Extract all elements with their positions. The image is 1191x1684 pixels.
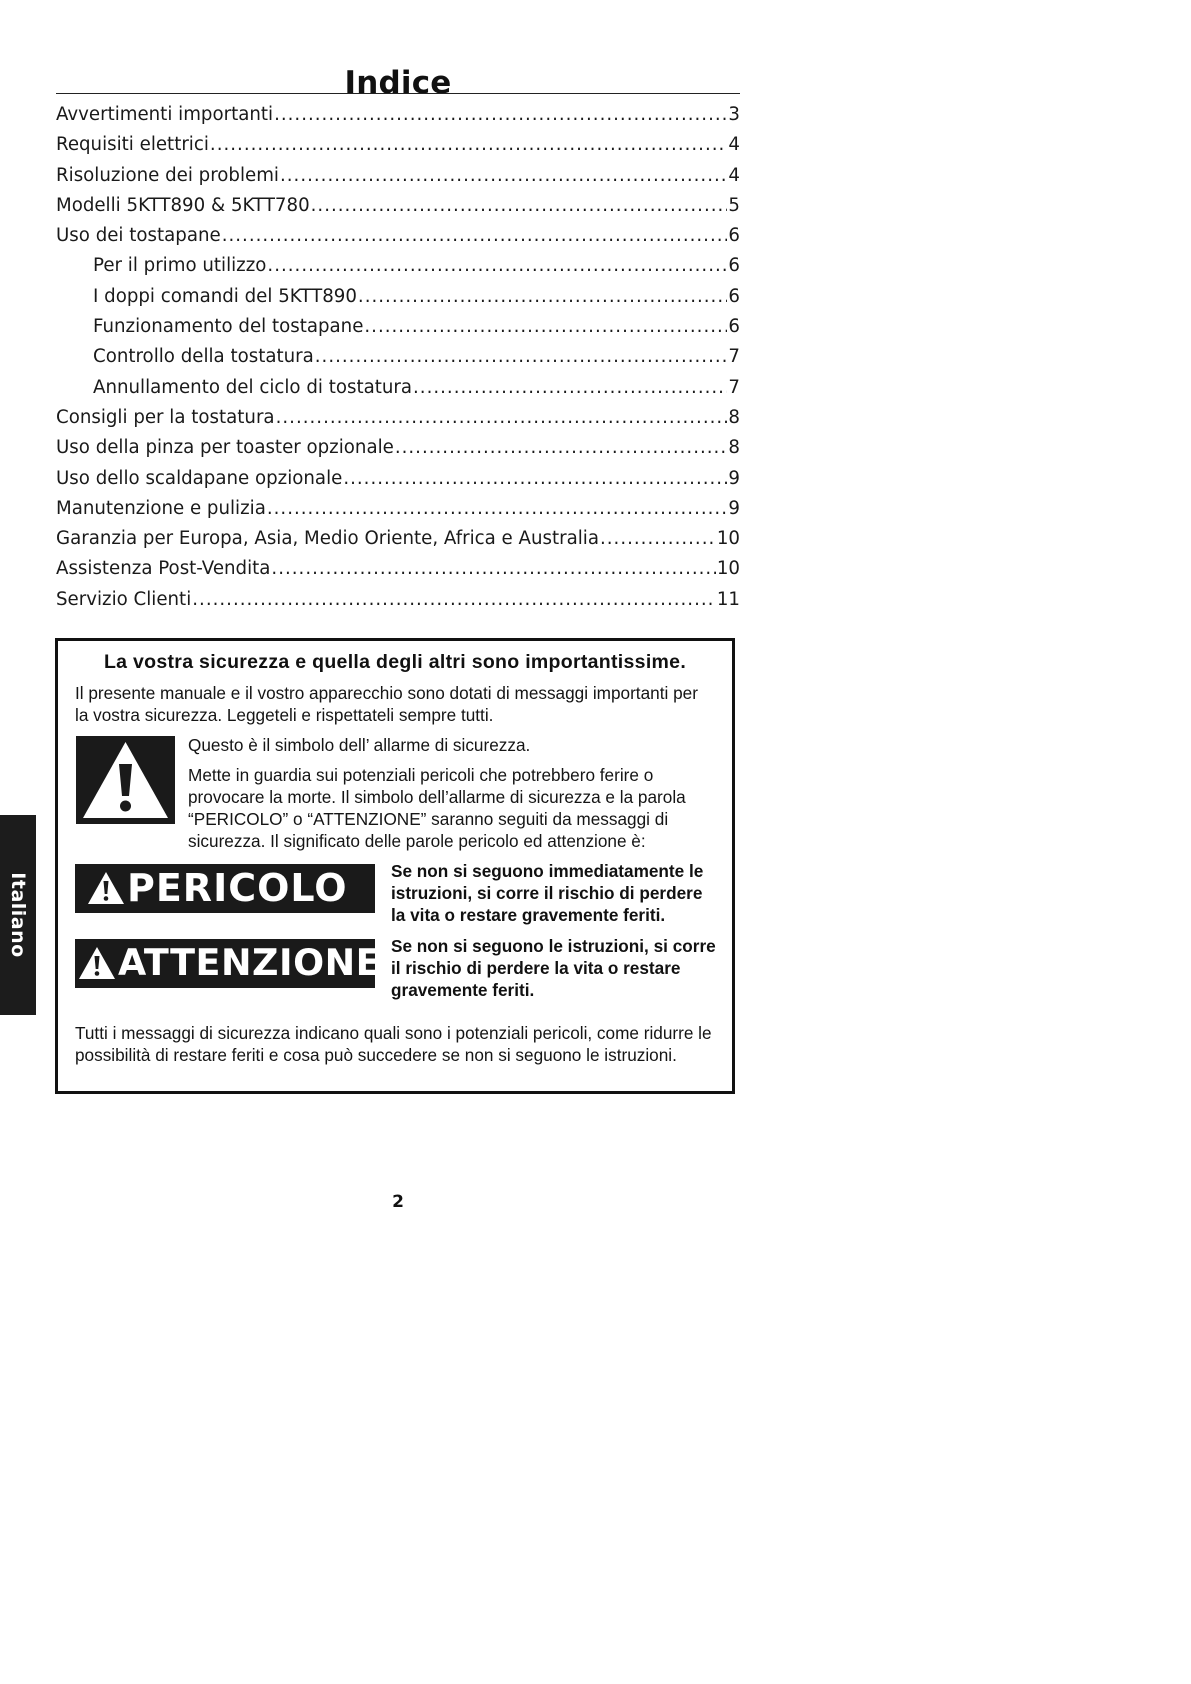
toc-dot-leader	[343, 464, 727, 494]
toc-entry-label: Controllo della tostatura	[93, 346, 314, 368]
language-tab-label: Italiano	[7, 872, 29, 958]
toc-entry-page: 8	[728, 406, 740, 428]
toc-entry[interactable]	[56, 403, 740, 433]
safety-alert-icon	[76, 736, 175, 824]
toc-dot-leader	[395, 433, 728, 463]
toc-entry[interactable]	[56, 161, 740, 191]
toc-entry-label: Uso dei tostapane	[56, 225, 221, 247]
toc-entry-page: 9	[728, 497, 740, 519]
toc-entry-label: Servizio Clienti	[56, 588, 192, 610]
toc-entry-label: Manutenzione e pulizia	[56, 497, 266, 519]
toc-entry-page: 3	[728, 104, 740, 125]
toc-entry-page: 11	[716, 588, 740, 610]
toc-entry[interactable]	[56, 433, 740, 463]
toc-subentry[interactable]	[56, 373, 740, 403]
toc-entry-page: 9	[728, 467, 740, 489]
toc-entry-page: 10	[716, 558, 740, 580]
symbol-caption: Questo è il simbolo dell’ allarme di sicurezza.	[188, 735, 531, 755]
warning-description: Se non si seguono le istruzioni, si corre il rischio di perdere la vita o restare gravemente feriti.	[391, 936, 716, 1000]
safety-intro: Il presente manuale e il vostro apparecchio sono dotati di messaggi importanti per la vostra sicurezza. Leggeteli e rispettateli sempre tutti.	[75, 683, 698, 725]
toc-entry-page: 10	[716, 528, 740, 550]
toc-subentry[interactable]	[56, 312, 740, 342]
symbol-description: Mette in guardia sui potenziali pericoli che potrebbero ferire o provocare la morte. Il simbolo dell’allarme di sicurezza e la parola “PERICOLO” o “ATTENZIONE” saranno seguiti da messaggi di sicurezza. Il significato delle parole pericolo ed attenzione è:	[188, 765, 686, 851]
toc-entry-label: Annullamento del ciclo di tostatura	[93, 376, 413, 398]
table-of-contents	[56, 100, 740, 615]
safety-closing: Tutti i messaggi di sicurezza indicano quali sono i potenziali pericoli, come ridurre le possibilità di restare feriti e cosa può succedere se non si seguono le istruzioni.	[75, 1023, 712, 1065]
warning-signal-word: ATTENZIONE	[118, 941, 382, 984]
toc-dot-leader	[274, 100, 727, 130]
safety-heading: La vostra sicurezza e quella degli altri sono importantissime.	[103, 651, 687, 673]
toc-entry-label: Consigli per la tostatura	[56, 406, 275, 428]
toc-entry-label: Requisiti elettrici	[56, 134, 209, 156]
toc-dot-leader	[267, 494, 728, 524]
toc-entry-page: 7	[728, 376, 740, 398]
toc-dot-leader	[364, 312, 727, 342]
toc-entry[interactable]	[56, 585, 740, 615]
toc-entry[interactable]	[56, 524, 740, 554]
toc-dot-leader	[271, 554, 715, 584]
toc-entry-label: Uso dello scaldapane opzionale	[56, 467, 343, 489]
toc-subentry[interactable]	[56, 282, 740, 312]
warning-alert-icon	[78, 946, 116, 980]
toc-entry-label: Assistenza Post-Vendita	[56, 558, 271, 580]
toc-entry-label: Garanzia per Europa, Asia, Medio Oriente, Africa e Australia	[56, 528, 599, 550]
toc-subentry[interactable]	[56, 251, 740, 281]
toc-dot-leader	[267, 251, 727, 281]
toc-entry-page: 8	[728, 437, 740, 459]
toc-dot-leader	[210, 130, 728, 160]
danger-signal-banner	[75, 864, 375, 913]
toc-entry-label: Uso della pinza per toaster opzionale	[56, 437, 394, 459]
toc-entry[interactable]	[56, 100, 740, 130]
toc-dot-leader	[600, 524, 716, 554]
toc-entry-label: Funzionamento del tostapane	[93, 316, 364, 338]
toc-entry-page: 6	[728, 285, 740, 307]
toc-entry-label: Risoluzione dei problemi	[56, 164, 279, 186]
toc-entry-page: 6	[728, 225, 740, 247]
toc-entry[interactable]	[56, 130, 740, 160]
danger-signal-word: PERICOLO	[127, 866, 348, 910]
danger-description: Se non si seguono immediatamente le istruzioni, si corre il rischio di perdere la vita o restare gravemente feriti.	[391, 861, 704, 925]
toc-entry-page: 4	[728, 134, 740, 156]
toc-dot-leader	[222, 221, 728, 251]
page-title: Indice	[344, 64, 452, 101]
toc-entry-page: 6	[728, 255, 740, 277]
toc-subentry[interactable]	[56, 342, 740, 372]
toc-entry[interactable]	[56, 554, 740, 584]
toc-entry-page: 5	[728, 194, 740, 216]
toc-entry-label: Modelli 5KTT890 & 5KTT780	[56, 194, 310, 216]
toc-entry[interactable]	[56, 494, 740, 524]
toc-dot-leader	[413, 373, 727, 403]
warning-signal-banner	[75, 939, 382, 988]
toc-dot-leader	[315, 342, 728, 372]
toc-entry-page: 6	[728, 316, 740, 338]
toc-entry[interactable]	[56, 221, 740, 251]
danger-alert-icon	[87, 871, 125, 905]
toc-dot-leader	[280, 161, 727, 191]
toc-entry-label: Avvertimenti importanti	[56, 104, 274, 125]
toc-entry-label: Per il primo utilizzo	[93, 255, 267, 277]
toc-dot-leader	[192, 585, 716, 615]
toc-dot-leader	[276, 403, 728, 433]
language-tab	[0, 815, 36, 1015]
title-divider	[56, 93, 740, 94]
toc-dot-leader	[358, 282, 728, 312]
toc-entry-label: I doppi comandi del 5KTT890	[93, 285, 357, 307]
toc-entry[interactable]	[56, 464, 740, 494]
safety-notice-box	[55, 638, 735, 1094]
page-number: 2	[392, 1192, 404, 1212]
toc-entry[interactable]	[56, 191, 740, 221]
toc-entry-page: 7	[728, 346, 740, 368]
toc-dot-leader	[311, 191, 728, 221]
toc-entry-page: 4	[728, 164, 740, 186]
